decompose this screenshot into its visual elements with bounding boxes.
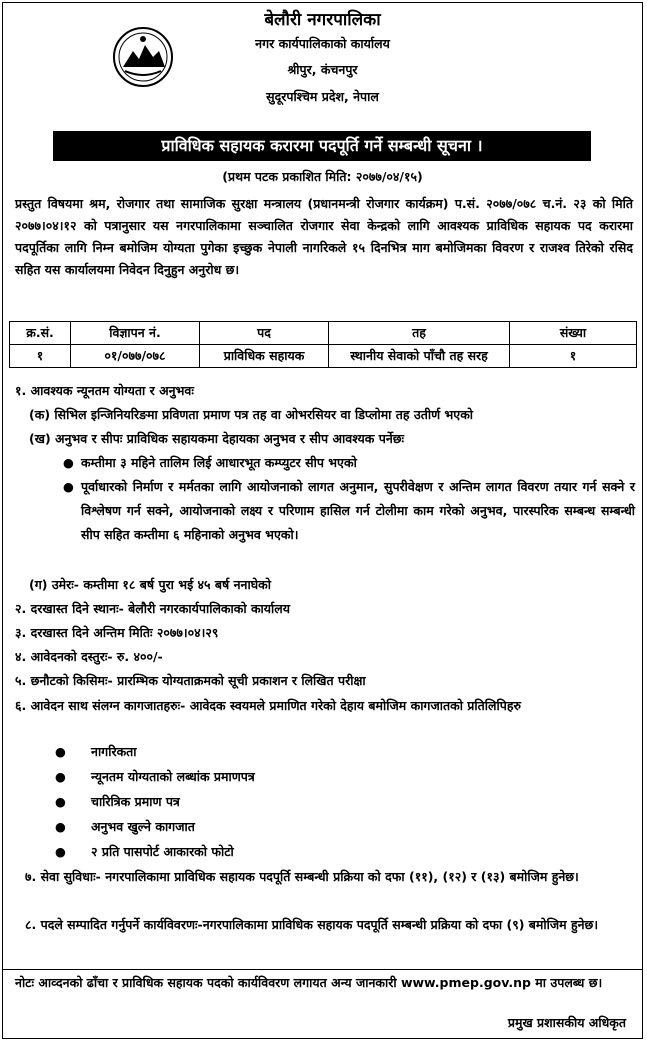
published-date: (प्रथम पटक प्रकाशित मिति: २०७७/०४/१५) [222, 169, 423, 184]
office-location: श्रीपुर, कंचनपुर [287, 62, 358, 77]
section-7: ७. सेवा सुविधाः- नगरपालिकामा प्राविधिक सहायक पदपूर्ति सम्बन्धी प्रक्रिया को दफा (११), (१२) र (१३) बमोजिम हुनेछ। [25, 869, 579, 884]
table-cell: प्राविधिक सहायक [200, 345, 329, 368]
list-item [15, 789, 635, 814]
section-1a: (क) सिभिल इन्जिनियरिङमा प्रविणता प्रमाण पत्र तह वा ओभरसियर वा डिप्लोमा तह उतीर्ण भएको [29, 407, 474, 422]
intro-paragraph: प्रस्तुत विषयमा श्रम, रोजगार तथा सामाजिक सुरक्षा मन्त्रालय (प्रधानमन्त्री रोजगार कार्यक्रम) प.सं. २०७७/०७८ च.नं. २३ को मिति २०७७।०४।१२ को पत्रानुसार यस नगरपालिकामा सञ्चालित रोजगार सेवा केन्द्रको लागि आवश्यक प्राविधिक सहायक पद करारमा पदपूर्तिका लागि निम्न बमोजिम योग्यता पुगेका इच्छुक नेपाली नागरिकले १५ दिनभित्र माग बमोजिमका विवरण र राजश्व तिरेको रसिद सहित यस कार्यालयमा निवेदन दिनुहुन अनुरोध छ। [15, 196, 633, 277]
section-6: ६. आवेदन साथ संलग्न कागजातहरुः- आवेदक स्वयमले प्रमाणित गरेको देहाय बमोजिम कागजातको प्रतिलिपिहरु [15, 698, 521, 713]
table-cell: १ [10, 345, 71, 368]
office-name: नगर कार्यपालिकाको कार्यालय [255, 36, 390, 51]
section-4: ४. आवेदनको दस्तुरः- रु. ४००/- [15, 649, 163, 664]
section-1c: (ग) उमेरः- कम्तीमा १८ बर्ष पुरा भई ४५ बर्ष ननाघेको [29, 577, 271, 592]
list-item-text: नागरिकता [91, 744, 137, 759]
bullet-icon: ● [55, 769, 66, 784]
nepal-emblem-icon [111, 25, 175, 89]
signatory-title: प्रमुख प्रशासकीय अधिकृत [507, 1015, 626, 1030]
footer-note: नोटः आव्दनको ढाँचा र प्राविधिक सहायक पदको कार्यविवरण लगायत अन्य जानकारी www.pmep.gov.np मा उपलब्ध छ। [3, 969, 642, 994]
list-item-text: २ प्रति पासपोर्ट आकारको फोटो [91, 844, 234, 859]
table-cell: ०१/०७७/०७८ [71, 345, 200, 368]
table-cell: स्थानीय सेवाको पाँचौ तह सरह [329, 345, 510, 368]
table-row [10, 345, 637, 368]
table-header-row [10, 322, 637, 345]
list-item-text: कम्तीमा ३ महिने तालिम लिई आधारभूत कम्प्युटर सीप भएको [81, 455, 357, 470]
list-item [15, 764, 635, 789]
table-header-cell: क्र.सं. [10, 322, 71, 345]
bullet-icon: ● [55, 819, 66, 834]
notice-body [15, 379, 635, 958]
table-header-cell: विज्ञापन नं. [71, 322, 200, 345]
bullet-icon: ● [55, 794, 66, 809]
table-cell: १ [510, 345, 637, 368]
list-item-text: चारित्रिक प्रमाण पत्र [91, 794, 180, 809]
bullet-icon: ● [63, 479, 74, 494]
list-item [15, 739, 635, 764]
list-item [15, 475, 635, 571]
list-item [15, 814, 635, 839]
list-item-text: न्यूनतम योग्यताको लब्धांक प्रमाणपत्र [91, 769, 255, 784]
table-header-cell: तह [329, 322, 510, 345]
bullet-icon: ● [55, 744, 66, 759]
section-8: ८. पदले सम्पादित गर्नुपर्ने कार्यविवरणः-नगरपालिकामा प्राविधिक सहायक पदपूर्ति सम्बन्धी प्रक्रिया को दफा (९) बमोजिम हुनेछ। [25, 917, 599, 932]
list-item [15, 451, 635, 475]
list-item-text: अनुभव खुल्ने कागजात [91, 819, 195, 834]
municipality-name: बेलौरी नगरपालिका [264, 10, 381, 30]
notice-document [2, 2, 643, 1039]
section-5: ५. छनौटको किसिमः- प्रारम्भिक योग्यताक्रमको सूची प्रकाशन र लिखित परीक्षा [15, 673, 366, 688]
bullet-icon: ● [55, 844, 66, 859]
section-2: २. दरखास्त दिने स्थानः- बेलौरी नगरकार्यपालिकाको कार्यालय [15, 601, 291, 616]
list-item-text: पूर्वाधारको निर्माण र मर्मतका लागि आयोजनाको लागत अनुमान, सुपरीवेक्षण र अन्तिम लागत विवरण तयार गर्न सक्ने र विश्लेषण गर्न सक्ने, आयोजनाको लक्ष्य र परिणाम हासिल गर्न टोलीमा काम गरेको अनुभव, पारस्परिक सम्बन्ध सम्बन्धी सीप सहित कम्तीमा ६ महिनाको अनुभव भएको। [81, 479, 635, 542]
section-3: ३. दरखास्त दिने अन्तिम मितिः २०७७।०४।२९ [15, 625, 219, 640]
table-header-cell: पद [200, 322, 329, 345]
vacancy-table [9, 321, 637, 368]
province-name: सुदूरपश्चिम प्रदेश, नेपाल [266, 89, 379, 104]
notice-title: प्राविधिक सहायक करारमा पदपूर्ति गर्ने सम्बन्धी सूचना । [53, 131, 591, 161]
section-1-heading: १. आवश्यक न्यूनतम योग्यता र अनुभवः [15, 383, 194, 398]
section-1b: (ख) अनुभव र सीपः प्राविधिक सहायकमा देहायका अनुभव र सीप आवश्यक पर्नेछः [29, 431, 405, 446]
bullet-icon: ● [63, 455, 74, 470]
list-item [15, 839, 635, 864]
table-header-cell: संख्या [510, 322, 637, 345]
